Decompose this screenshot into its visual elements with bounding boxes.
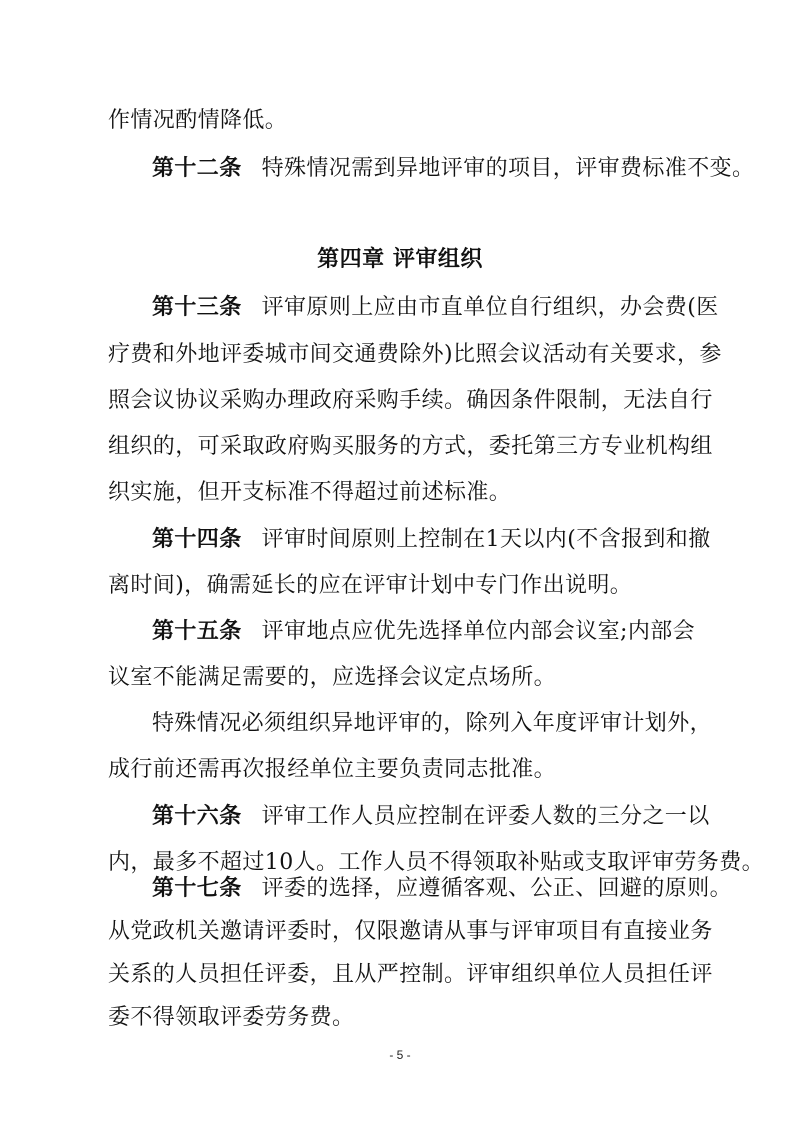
article-label: 第十五条 (152, 619, 242, 644)
line-text: 特殊情况必须组织异地评审的，除列入年度评审计划外， (152, 711, 713, 736)
article-label: 第十二条 (152, 156, 242, 181)
line-text: 内，最多不超过10人。工作人员不得领取补贴或支取评审劳务费。 (108, 850, 764, 875)
article-text: 评审工作人员应控制在评委人数的三分之一以 (261, 804, 710, 829)
article-label: 第十四条 (152, 527, 242, 552)
article-12 (152, 154, 755, 184)
paragraph-line (108, 1003, 708, 1033)
line-text: 议室不能满足需要的，应选择会议定点场所。 (108, 665, 557, 690)
article-text: 评委的选择，应遵循客观、公正、回避的原则。 (261, 876, 733, 901)
article-15 (152, 617, 708, 647)
article-text: 特殊情况需到异地评审的项目，评审费标准不变。 (261, 156, 755, 181)
line-text: 组织的，可采取政府购买服务的方式，委托第三方专业机构组 (108, 434, 713, 459)
paragraph-line (108, 663, 708, 693)
article-13 (152, 293, 719, 323)
chapter-heading: 第四章 评审组织 (317, 247, 483, 272)
article-17 (152, 874, 733, 904)
article-14 (152, 525, 711, 555)
line-text: 作情况酌情降低。 (108, 108, 288, 133)
paragraph-line (152, 709, 713, 739)
paragraph-line (108, 755, 708, 785)
article-label: 第十七条 (152, 876, 242, 901)
article-label: 第十三条 (152, 295, 242, 320)
article-text: 评审时间原则上控制在1天以内(不含报到和撤 (261, 527, 711, 552)
paragraph-line (108, 478, 708, 508)
article-16 (152, 802, 708, 832)
paragraph-line (108, 960, 713, 990)
article-label: 第十六条 (152, 804, 242, 829)
paragraph-line (108, 917, 713, 947)
article-text: 评审原则上应由市直单位自行组织，办会费(医 (261, 295, 719, 320)
line-text: 从党政机关邀请评委时，仅限邀请从事与评审项目有直接业务 (108, 919, 713, 944)
page-number: - 5 - (389, 1048, 411, 1062)
paragraph-line (108, 386, 713, 416)
paragraph-line (108, 106, 708, 136)
paragraph-line (108, 432, 713, 462)
line-text: 织实施，但开支标准不得超过前述标准。 (108, 480, 512, 505)
line-text: 成行前还需再次报经单位主要负责同志批准。 (108, 757, 557, 782)
line-text: 疗费和外地评委城市间交通费除外)比照会议活动有关要求，参 (108, 342, 722, 367)
article-text: 评审地点应优先选择单位内部会议室;内部会 (261, 619, 696, 644)
line-text: 离时间)，确需延长的应在评审计划中专门作出说明。 (108, 573, 633, 598)
line-text: 关系的人员担任评委，且从严控制。评审组织单位人员担任评 (108, 962, 713, 987)
paragraph-line (108, 340, 722, 370)
paragraph-line (108, 571, 708, 601)
line-text: 照会议协议采购办理政府采购手续。确因条件限制，无法自行 (108, 388, 713, 413)
line-text: 委不得领取评委劳务费。 (108, 1005, 355, 1030)
